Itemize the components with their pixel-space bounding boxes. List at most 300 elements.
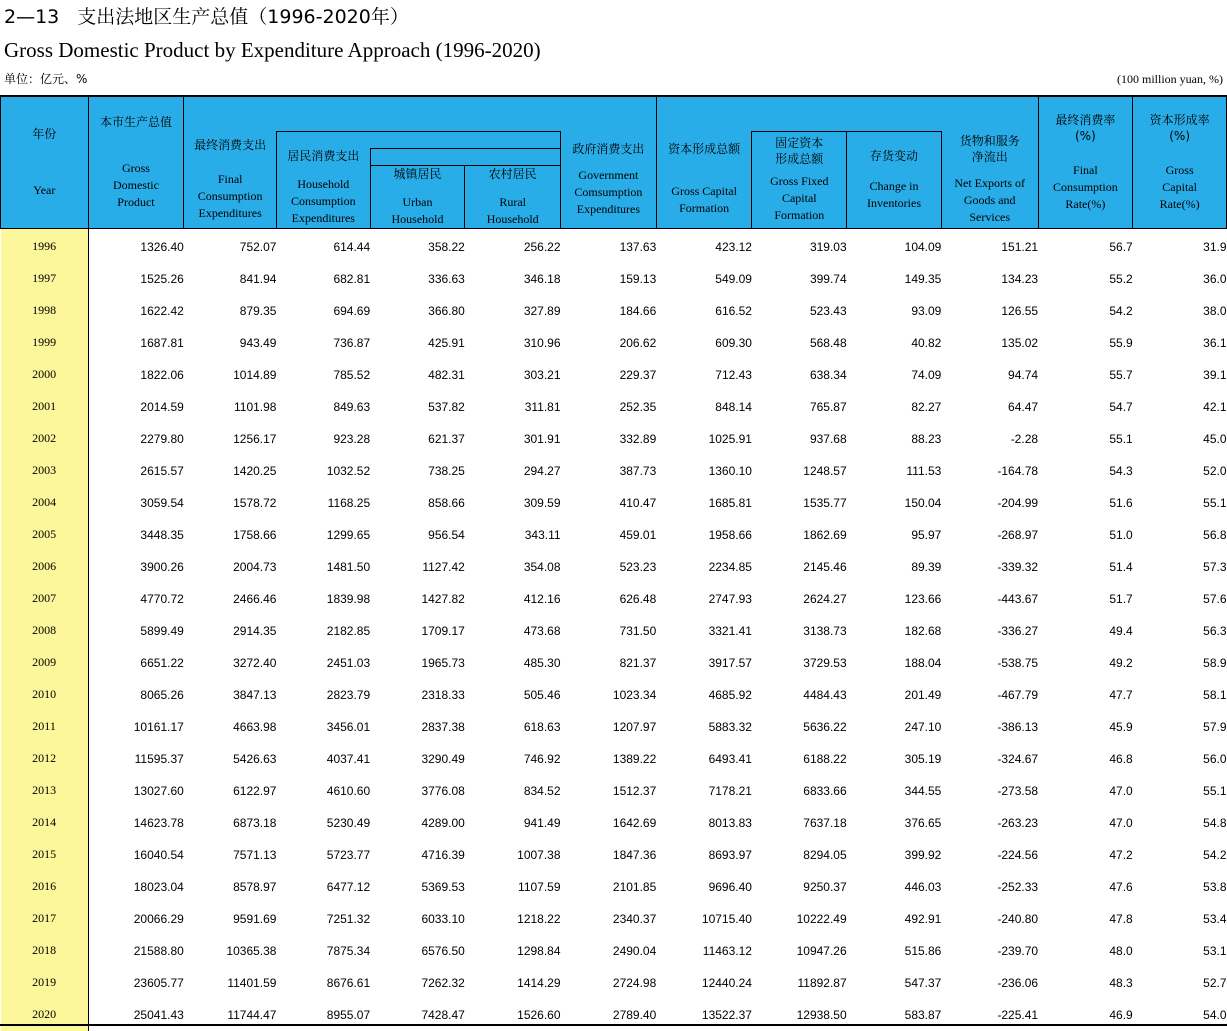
value-cell: 11892.87 xyxy=(797,975,847,990)
value-cell: 188.04 xyxy=(904,655,942,670)
value-cell: 3900.26 xyxy=(140,559,184,574)
table-row xyxy=(1,423,1227,455)
value-cell: 310.96 xyxy=(523,335,561,350)
value-cell: -240.80 xyxy=(997,911,1039,926)
value-cell: 95.97 xyxy=(911,527,942,542)
year-cell: 2018 xyxy=(1,935,89,967)
value-cell: -225.41 xyxy=(997,1007,1039,1022)
value-cell: 135.02 xyxy=(1001,335,1039,350)
value-cell: 55.2 xyxy=(1109,271,1133,286)
year-cell: 2008 xyxy=(1,615,89,647)
value-cell: 4770.72 xyxy=(140,591,184,606)
value-cell: 1535.77 xyxy=(803,495,847,510)
value-cell: 848.14 xyxy=(715,399,752,414)
value-cell: 731.50 xyxy=(619,623,657,638)
value-cell: 423.12 xyxy=(715,239,752,254)
value-cell: 9696.40 xyxy=(708,879,752,894)
value-cell: 149.35 xyxy=(904,271,942,286)
value-cell: 51.6 xyxy=(1109,495,1133,510)
value-cell: 343.11 xyxy=(524,527,561,542)
year-cell: 2005 xyxy=(1,519,89,551)
value-cell: 2823.79 xyxy=(326,687,371,702)
header-blank-span-2 xyxy=(656,96,1038,131)
table-row xyxy=(1,967,1227,999)
value-cell: 1218.22 xyxy=(517,911,561,926)
value-cell: 3448.35 xyxy=(140,527,184,542)
value-cell: 1847.36 xyxy=(612,847,657,862)
value-cell: 4289.00 xyxy=(421,815,465,830)
value-cell: 446.03 xyxy=(904,879,942,894)
year-cell: 2001 xyxy=(1,391,89,423)
value-cell: 10365.38 xyxy=(226,943,277,958)
value-cell: -324.67 xyxy=(997,751,1039,766)
value-cell: 8676.61 xyxy=(326,975,371,990)
value-cell: 1014.89 xyxy=(233,367,277,382)
value-cell: 36.0 xyxy=(1203,271,1227,286)
value-cell: 1512.37 xyxy=(612,783,657,798)
value-cell: -236.06 xyxy=(997,975,1039,990)
value-cell: 4610.60 xyxy=(326,783,371,798)
value-cell: 412.16 xyxy=(523,591,561,606)
value-cell: 1481.50 xyxy=(326,559,371,574)
title-cn-text: 支出法地区生产总值（1996-2020年） xyxy=(77,6,409,28)
table-row xyxy=(1,871,1227,903)
value-cell: 547.37 xyxy=(904,975,942,990)
value-cell: 2145.46 xyxy=(803,559,847,574)
value-cell: 51.0 xyxy=(1109,527,1133,542)
value-cell: 1526.60 xyxy=(517,1007,561,1022)
value-cell: 1685.81 xyxy=(708,495,752,510)
header-row-1 xyxy=(1,96,1227,131)
value-cell: -268.97 xyxy=(997,527,1039,542)
value-cell: 4484.43 xyxy=(803,687,847,702)
value-cell: -252.33 xyxy=(997,879,1039,894)
value-cell: 376.65 xyxy=(904,815,942,830)
value-cell: 1965.73 xyxy=(421,655,465,670)
value-cell: 492.91 xyxy=(904,911,942,926)
value-cell: 47.2 xyxy=(1109,847,1133,862)
value-cell: 1822.06 xyxy=(140,367,184,382)
value-cell: 49.4 xyxy=(1109,623,1133,638)
value-cell: 93.09 xyxy=(911,303,942,318)
value-cell: 482.31 xyxy=(428,367,465,382)
value-cell: 7875.34 xyxy=(326,943,371,958)
value-cell: 621.37 xyxy=(428,431,465,446)
value-cell: 410.47 xyxy=(619,495,657,510)
value-cell: 2789.40 xyxy=(612,1007,657,1022)
header-household: 居民消费支出 Household Consumption Expenditures xyxy=(276,148,370,228)
value-cell: 12440.24 xyxy=(701,975,752,990)
value-cell: 5426.63 xyxy=(233,751,277,766)
value-cell: 841.94 xyxy=(239,271,277,286)
value-cell: 8955.07 xyxy=(326,1007,371,1022)
value-cell: 1839.98 xyxy=(326,591,371,606)
value-cell: 54.2 xyxy=(1203,847,1227,862)
value-cell: 459.01 xyxy=(619,527,657,542)
value-cell: 3138.73 xyxy=(803,623,847,638)
value-cell: 48.3 xyxy=(1109,975,1133,990)
value-cell: 1326.40 xyxy=(140,239,184,254)
value-cell: 1758.66 xyxy=(233,527,277,542)
value-cell: 638.34 xyxy=(809,367,847,382)
header-year: 年份 Year xyxy=(1,96,89,228)
table-row xyxy=(1,711,1227,743)
value-cell: 1958.66 xyxy=(708,527,752,542)
table-row xyxy=(1,775,1227,807)
header-urban: 城镇居民 Urban Household xyxy=(370,165,465,228)
year-cell: 2014 xyxy=(1,807,89,839)
value-cell: -204.99 xyxy=(997,495,1039,510)
value-cell: 54.3 xyxy=(1109,463,1133,478)
value-cell: 7251.32 xyxy=(326,911,371,926)
value-cell: 38.0 xyxy=(1203,303,1227,318)
value-cell: 10222.49 xyxy=(796,911,847,926)
value-cell: 16040.54 xyxy=(133,847,184,862)
value-cell: 14623.78 xyxy=(133,815,184,830)
value-cell: -239.70 xyxy=(997,943,1039,958)
value-cell: 344.55 xyxy=(904,783,942,798)
header-final-consumption: 最终消费支出 Final Consumption Expenditures xyxy=(184,131,277,228)
value-cell: 1207.97 xyxy=(612,719,657,734)
value-cell: 36.1 xyxy=(1203,335,1227,350)
value-cell: 1023.34 xyxy=(612,687,657,702)
value-cell: 13027.60 xyxy=(133,783,184,798)
value-cell: 48.0 xyxy=(1109,943,1133,958)
value-cell: 6576.50 xyxy=(421,943,465,958)
value-cell: 1168.25 xyxy=(327,495,371,510)
value-cell: 53.8 xyxy=(1203,879,1227,894)
value-cell: 1420.25 xyxy=(233,463,277,478)
value-cell: 8294.05 xyxy=(803,847,847,862)
value-cell: 549.09 xyxy=(715,271,752,286)
header-capital-rate: 资本形成率 (%) Gross Capital Rate(%) xyxy=(1133,96,1227,228)
value-cell: 2234.85 xyxy=(708,559,752,574)
value-cell: 8578.97 xyxy=(233,879,277,894)
value-cell: 47.0 xyxy=(1109,783,1133,798)
value-cell: 8013.83 xyxy=(708,815,752,830)
value-cell: 7428.47 xyxy=(421,1007,465,1022)
value-cell: 64.47 xyxy=(1008,399,1039,414)
value-cell: 6477.12 xyxy=(326,879,371,894)
value-cell: 5369.53 xyxy=(421,879,465,894)
table-row xyxy=(1,455,1227,487)
value-cell: 256.22 xyxy=(523,239,561,254)
value-cell: 738.25 xyxy=(428,463,465,478)
value-cell: 5723.77 xyxy=(326,847,371,862)
value-cell: 3272.40 xyxy=(233,655,277,670)
value-cell: 47.6 xyxy=(1109,879,1133,894)
value-cell: 10161.17 xyxy=(133,719,184,734)
value-cell: 6122.97 xyxy=(233,783,277,798)
value-cell: 1389.22 xyxy=(612,751,657,766)
header-inventory: 存货变动 Change in Inventories xyxy=(847,131,942,228)
header-net-exports: 货物和服务 净流出 Net Exports of Goods and Services xyxy=(941,131,1038,228)
value-cell: 20066.29 xyxy=(133,911,184,926)
header-gdp: 本市生产总值 Gross Domestic Product xyxy=(88,96,184,228)
value-cell: 1687.81 xyxy=(140,335,184,350)
value-cell: 8065.26 xyxy=(140,687,184,702)
value-cell: 1862.69 xyxy=(803,527,847,542)
value-cell: 25041.43 xyxy=(133,1007,184,1022)
value-cell: 485.30 xyxy=(523,655,561,670)
page-title-chinese xyxy=(4,2,409,32)
value-cell: 57.6 xyxy=(1203,591,1227,606)
value-cell: 5230.49 xyxy=(326,815,371,830)
value-cell: 104.09 xyxy=(904,239,942,254)
value-cell: 1007.38 xyxy=(517,847,561,862)
header-gcf: 资本形成总额 Gross Capital Formation xyxy=(656,131,752,228)
table-row xyxy=(1,487,1227,519)
value-cell: 151.21 xyxy=(1001,239,1039,254)
value-cell: 3321.41 xyxy=(708,623,752,638)
year-cell: 1998 xyxy=(1,295,89,327)
value-cell: 2466.46 xyxy=(233,591,277,606)
year-cell: 2007 xyxy=(1,583,89,615)
value-cell: -443.67 xyxy=(997,591,1039,606)
year-cell: 2002 xyxy=(1,423,89,455)
year-cell: 1999 xyxy=(1,327,89,359)
value-cell: 399.74 xyxy=(809,271,847,286)
value-cell: 57.9 xyxy=(1203,719,1227,734)
value-cell: 336.63 xyxy=(428,271,465,286)
value-cell: 425.91 xyxy=(428,335,465,350)
value-cell: 785.52 xyxy=(333,367,371,382)
year-cell: 2004 xyxy=(1,487,89,519)
header-rural: 农村居民 Rural Household xyxy=(465,165,561,228)
value-cell: 2101.85 xyxy=(612,879,657,894)
value-cell: 305.19 xyxy=(904,751,942,766)
value-cell: 2182.85 xyxy=(326,623,371,638)
value-cell: 4716.39 xyxy=(421,847,465,862)
value-cell: 7262.32 xyxy=(421,975,465,990)
value-cell: 752.07 xyxy=(239,239,277,254)
value-cell: 2724.98 xyxy=(612,975,657,990)
value-cell: 1299.65 xyxy=(326,527,371,542)
value-cell: -224.56 xyxy=(997,847,1039,862)
value-cell: 1025.91 xyxy=(708,431,752,446)
value-cell: 941.49 xyxy=(523,815,561,830)
value-cell: 505.46 xyxy=(523,687,561,702)
value-cell: 515.86 xyxy=(904,943,942,958)
value-cell: 332.89 xyxy=(619,431,657,446)
value-cell: 137.63 xyxy=(619,239,657,254)
value-cell: -336.27 xyxy=(997,623,1039,638)
value-cell: 2837.38 xyxy=(421,719,465,734)
value-cell: 56.0 xyxy=(1203,751,1227,766)
value-cell: 58.9 xyxy=(1203,655,1227,670)
value-cell: 51.7 xyxy=(1109,591,1133,606)
table-row xyxy=(1,679,1227,711)
value-cell: 57.3 xyxy=(1203,559,1227,574)
value-cell: 4685.92 xyxy=(708,687,752,702)
value-cell: 53.4 xyxy=(1203,911,1227,926)
value-cell: 56.8 xyxy=(1203,527,1227,542)
value-cell: 1622.42 xyxy=(140,303,184,318)
value-cell: 10947.26 xyxy=(796,943,847,958)
value-cell: 13522.37 xyxy=(701,1007,752,1022)
value-cell: 55.7 xyxy=(1109,367,1133,382)
value-cell: 184.66 xyxy=(619,303,657,318)
year-cell: 2012 xyxy=(1,743,89,775)
value-cell: 358.22 xyxy=(428,239,465,254)
value-cell: 682.81 xyxy=(333,271,371,286)
value-cell: 1360.10 xyxy=(708,463,752,478)
value-cell: 46.9 xyxy=(1109,1007,1133,1022)
value-cell: 937.68 xyxy=(809,431,847,446)
value-cell: 2451.03 xyxy=(326,655,371,670)
value-cell: 3847.13 xyxy=(233,687,277,702)
value-cell: 736.87 xyxy=(333,335,371,350)
value-cell: 46.8 xyxy=(1109,751,1133,766)
header-consumption-rate: 最终消费率 (%) Final Consumption Rate(%) xyxy=(1038,96,1133,228)
value-cell: 614.44 xyxy=(333,239,371,254)
value-cell: 943.49 xyxy=(239,335,277,350)
value-cell: 47.8 xyxy=(1109,911,1133,926)
value-cell: 746.92 xyxy=(523,751,561,766)
value-cell: -467.79 xyxy=(997,687,1039,702)
value-cell: 858.66 xyxy=(428,495,465,510)
value-cell: 327.89 xyxy=(523,303,561,318)
value-cell: 1032.52 xyxy=(326,463,371,478)
value-cell: 616.52 xyxy=(715,303,752,318)
value-cell: 6833.66 xyxy=(803,783,847,798)
value-cell: 47.0 xyxy=(1109,815,1133,830)
value-cell: -273.58 xyxy=(997,783,1039,798)
value-cell: 31.9 xyxy=(1203,239,1227,254)
value-cell: 301.91 xyxy=(523,431,561,446)
value-cell: 4663.98 xyxy=(233,719,277,734)
value-cell: 2914.35 xyxy=(233,623,277,638)
value-cell: -164.78 xyxy=(997,463,1039,478)
value-cell: 6188.22 xyxy=(803,751,847,766)
value-cell: 1642.69 xyxy=(612,815,657,830)
value-cell: 294.27 xyxy=(523,463,561,478)
value-cell: 2747.93 xyxy=(708,591,752,606)
value-cell: 18023.04 xyxy=(133,879,184,894)
value-cell: 1107.59 xyxy=(518,879,561,894)
value-cell: 303.21 xyxy=(523,367,561,382)
value-cell: 387.73 xyxy=(619,463,657,478)
value-cell: 89.39 xyxy=(911,559,942,574)
value-cell: 849.63 xyxy=(333,399,371,414)
value-cell: 956.54 xyxy=(428,527,465,542)
table-row xyxy=(1,583,1227,615)
year-cell: 1997 xyxy=(1,263,89,295)
unit-label-english: (100 million yuan, %) xyxy=(1117,72,1223,86)
value-cell: 583.87 xyxy=(904,1007,942,1022)
value-cell: 2004.73 xyxy=(233,559,277,574)
value-cell: -339.32 xyxy=(997,559,1039,574)
value-cell: 229.37 xyxy=(619,367,657,382)
table-row xyxy=(1,615,1227,647)
value-cell: 346.18 xyxy=(523,271,561,286)
value-cell: 765.87 xyxy=(809,399,847,414)
table-body xyxy=(1,228,1227,1031)
value-cell: -2.28 xyxy=(1010,431,1039,446)
value-cell: 54.0 xyxy=(1203,1007,1227,1022)
value-cell: 206.62 xyxy=(619,335,657,350)
header-government: 政府消费支出 Government Comsumption Expenditures xyxy=(561,131,657,228)
value-cell: 523.43 xyxy=(809,303,847,318)
value-cell: 1256.17 xyxy=(233,431,277,446)
value-cell: 2279.80 xyxy=(140,431,184,446)
value-cell: 9591.69 xyxy=(233,911,277,926)
value-cell: 111.53 xyxy=(906,463,942,478)
value-cell: 52.7 xyxy=(1203,975,1227,990)
value-cell: 1414.29 xyxy=(517,975,561,990)
value-cell: 2624.27 xyxy=(803,591,847,606)
header-urban-rural-span xyxy=(370,148,560,165)
value-cell: 82.27 xyxy=(911,399,942,414)
table-row xyxy=(1,807,1227,839)
header-blank-span xyxy=(184,96,656,131)
value-cell: 354.08 xyxy=(523,559,561,574)
value-cell: 626.48 xyxy=(619,591,657,606)
year-cell: 2011 xyxy=(1,711,89,743)
value-cell: 3729.53 xyxy=(803,655,847,670)
value-cell: 319.03 xyxy=(809,239,847,254)
value-cell: 309.59 xyxy=(523,495,561,510)
value-cell: 94.74 xyxy=(1008,367,1039,382)
value-cell: 23605.77 xyxy=(133,975,184,990)
value-cell: 7571.13 xyxy=(233,847,277,862)
page-title-english: Gross Domestic Product by Expenditure Approach (1996-2020) xyxy=(4,38,541,62)
value-cell: 11463.12 xyxy=(702,943,752,958)
value-cell: 7178.21 xyxy=(708,783,752,798)
value-cell: 1525.26 xyxy=(140,271,184,286)
unit-label-chinese: 单位：亿元、% xyxy=(4,72,88,86)
value-cell: 5883.32 xyxy=(708,719,752,734)
gdp-expenditure-table xyxy=(0,95,1227,1031)
value-cell: 5636.22 xyxy=(803,719,847,734)
value-cell: 21588.80 xyxy=(133,943,184,958)
year-cell: 2013 xyxy=(1,775,89,807)
table-row xyxy=(1,647,1227,679)
table-row xyxy=(1,391,1227,423)
value-cell: 52.0 xyxy=(1203,463,1227,478)
value-cell: 51.4 xyxy=(1109,559,1133,574)
value-cell: 5899.49 xyxy=(140,623,184,638)
value-cell: 11595.37 xyxy=(134,751,184,766)
value-cell: 6493.41 xyxy=(708,751,752,766)
value-cell: 55.1 xyxy=(1109,431,1133,446)
year-cell: 2015 xyxy=(1,839,89,871)
value-cell: 2340.37 xyxy=(612,911,657,926)
table-row xyxy=(1,551,1227,583)
value-cell: 56.3 xyxy=(1203,623,1227,638)
value-cell: 2615.57 xyxy=(140,463,184,478)
value-cell: 3059.54 xyxy=(140,495,184,510)
value-cell: 1127.42 xyxy=(422,559,465,574)
value-cell: 6033.10 xyxy=(421,911,465,926)
value-cell: 1709.17 xyxy=(421,623,465,638)
value-cell: 537.82 xyxy=(428,399,465,414)
value-cell: -263.23 xyxy=(997,815,1039,830)
value-cell: 54.2 xyxy=(1109,303,1133,318)
value-cell: 11744.47 xyxy=(227,1007,277,1022)
year-cell: 2016 xyxy=(1,871,89,903)
year-cell: 2019 xyxy=(1,967,89,999)
value-cell: 6651.22 xyxy=(140,655,184,670)
value-cell: 568.48 xyxy=(809,335,847,350)
header-household-span xyxy=(276,131,560,148)
value-cell: 9250.37 xyxy=(803,879,847,894)
table-row xyxy=(1,359,1227,391)
value-cell: 694.69 xyxy=(333,303,371,318)
value-cell: 1248.57 xyxy=(803,463,847,478)
value-cell: 55.1 xyxy=(1203,783,1227,798)
table-row xyxy=(1,839,1227,871)
